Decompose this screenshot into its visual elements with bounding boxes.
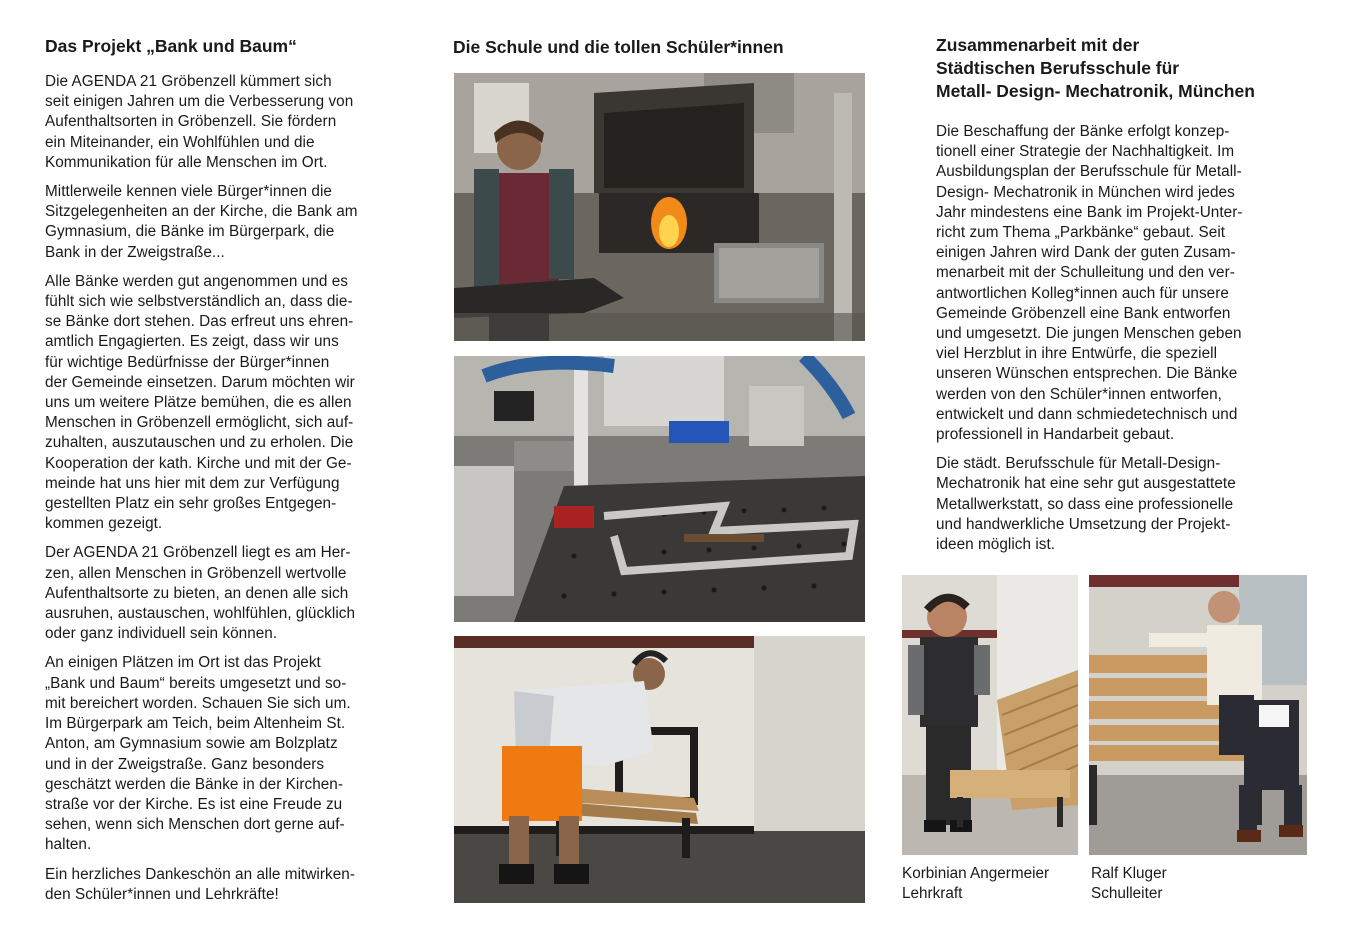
headmaster-bench-photo bbox=[1089, 575, 1307, 855]
text-line: Alle Bänke werden gut angenommen und es bbox=[45, 272, 348, 290]
left-heading: Das Projekt „Bank und Baum“ bbox=[45, 36, 297, 56]
text-line: werden von den Schüler*innen entworfen, bbox=[936, 385, 1222, 403]
text-line: Der AGENDA 21 Gröbenzell liegt es am Her- bbox=[45, 544, 351, 562]
bench-assembly-photo bbox=[454, 636, 865, 903]
left-body bbox=[45, 72, 358, 914]
paragraph bbox=[45, 72, 358, 173]
paragraph bbox=[936, 122, 1243, 445]
right-heading-line: Metall- Design- Mechatronik, München bbox=[936, 81, 1255, 101]
text-line: zen, allen Menschen in Gröbenzell wertvolle bbox=[45, 564, 347, 582]
right-heading bbox=[936, 34, 1316, 103]
paragraph bbox=[45, 272, 358, 535]
text-line: Mittlerweile kennen viele Bürger*innen die bbox=[45, 183, 332, 201]
text-line: zuhalten, auszutauschen und zu erholen. Die bbox=[45, 434, 354, 452]
caption-name: Korbinian Angermeier bbox=[902, 865, 1050, 882]
text-line: An einigen Plätzen im Ort ist das Projekt bbox=[45, 654, 321, 672]
text-line: fühlt sich wie selbstverständlich an, dass die- bbox=[45, 293, 353, 311]
text-line: und handwerkliche Umsetzung der Projekt- bbox=[936, 515, 1231, 533]
text-line: Ausbildungsplan der Berufsschule für Metall- bbox=[936, 163, 1242, 181]
text-line: der Gemeinde einsetzen. Darum möchten wir bbox=[45, 373, 355, 391]
text-line: einigen Jahren wird Dank der guten Zusam- bbox=[936, 244, 1236, 262]
text-line: geschätzt werden die Bänke in der Kirchen- bbox=[45, 775, 344, 793]
right-heading-line: Zusammenarbeit mit der bbox=[936, 35, 1140, 55]
text-line: Die städt. Berufsschule für Metall-Design- bbox=[936, 455, 1221, 473]
text-line: Design- Mechatronik in München wird jedes bbox=[936, 183, 1235, 201]
teacher-portrait-photo bbox=[902, 575, 1078, 855]
text-line: für wichtige Bedürfnisse der Bürger*innen bbox=[45, 353, 330, 371]
text-line: Mechatronik hat eine sehr gut ausgestattete bbox=[936, 475, 1236, 493]
paragraph bbox=[45, 653, 358, 855]
paragraph bbox=[45, 182, 358, 263]
text-line: Kommunikation für alle Menschen im Ort. bbox=[45, 153, 328, 171]
caption-role: Schulleiter bbox=[1091, 884, 1163, 902]
caption-headmaster bbox=[1091, 864, 1167, 903]
text-line: Sitzgelegenheiten an der Kirche, die Bank am bbox=[45, 203, 358, 221]
text-line: sehen, wenn sich Menschen dort gerne auf- bbox=[45, 816, 345, 834]
welding-table-photo bbox=[454, 356, 865, 622]
text-line: Menschen in Gröbenzell ermöglicht, sich auf- bbox=[45, 414, 354, 432]
right-heading-line: Städtischen Berufsschule für bbox=[936, 58, 1180, 78]
text-line: oder ganz individuell sein können. bbox=[45, 625, 278, 643]
text-line: tionell einer Strategie der Nachhaltigkeit. Im bbox=[936, 143, 1235, 161]
text-line: Aufenthaltsorte zu bieten, an denen alle sich bbox=[45, 584, 349, 602]
text-line: Aufenthaltsorten in Gröbenzell. Sie fördern bbox=[45, 113, 337, 131]
text-line: richt zum Thema „Parkbänke“ gebaut. Seit bbox=[936, 224, 1226, 242]
caption-teacher bbox=[902, 864, 1049, 903]
right-body bbox=[936, 122, 1243, 564]
text-line: uns um weitere Plätze bemühen, die es allen bbox=[45, 394, 352, 412]
text-line: amtlich Engagierten. Es zeigt, dass wir uns bbox=[45, 333, 339, 351]
forge-photo bbox=[454, 73, 865, 341]
text-line: Bank in der Zweigstraße... bbox=[45, 243, 225, 261]
text-line: gestellten Platz ein sehr großes Entgegen- bbox=[45, 495, 337, 513]
text-line: antwortlichen Kolleg*innen auch für unsere bbox=[936, 284, 1229, 302]
text-line: Gymnasium, die Bänke im Bürgerpark, die bbox=[45, 223, 335, 241]
text-line: Jahr mindestens eine Bank im Projekt-Unter- bbox=[936, 203, 1243, 221]
text-line: und in der Zweigstraße. Ganz besonders bbox=[45, 755, 325, 773]
text-line: viel Herzblut in ihre Entwürfe, die speziell bbox=[936, 345, 1218, 363]
text-line: Im Bürgerpark am Teich, beim Altenheim St. bbox=[45, 715, 346, 733]
text-line: Die AGENDA 21 Gröbenzell kümmert sich bbox=[45, 73, 332, 90]
text-line: den Schüler*innen und Lehrkräfte! bbox=[45, 885, 279, 903]
text-line: entwickelt und dann schmiedetechnisch und bbox=[936, 405, 1238, 423]
text-line: Die Beschaffung der Bänke erfolgt konzep- bbox=[936, 123, 1230, 140]
text-line: seit einigen Jahren um die Verbesserung von bbox=[45, 93, 354, 111]
text-line: Gemeinde Gröbenzell eine Bank entworfen bbox=[936, 304, 1231, 322]
paragraph bbox=[45, 865, 358, 905]
text-line: ein Miteinander, ein Wohlfühlen und die bbox=[45, 133, 315, 151]
text-line: halten. bbox=[45, 836, 92, 854]
text-line: straße vor der Kirche. Es ist eine Freude zu bbox=[45, 795, 343, 813]
text-line: Metallwerkstatt, so dass eine professionelle bbox=[936, 495, 1234, 513]
text-line: Anton, am Gymnasium sowie am Bolzplatz bbox=[45, 735, 338, 753]
paragraph bbox=[45, 543, 358, 644]
text-line: ausruhen, austauschen, wohlfühlen, glücklich bbox=[45, 605, 356, 623]
text-line: Ein herzliches Dankeschön an alle mitwirken- bbox=[45, 865, 355, 883]
text-line: Kooperation der kath. Kirche und mit der Ge- bbox=[45, 454, 352, 472]
middle-heading: Die Schule und die tollen Schüler*innen bbox=[453, 37, 784, 57]
text-line: „Bank und Baum“ bereits umgesetzt und so- bbox=[45, 674, 347, 692]
text-line: se Bänke dort stehen. Das erfreut uns ehren- bbox=[45, 313, 354, 331]
text-line: professionell in Handarbeit gebaut. bbox=[936, 426, 1175, 444]
caption-name: Ralf Kluger bbox=[1091, 865, 1167, 882]
text-line: mit bereichert worden. Schauen Sie sich um. bbox=[45, 694, 351, 712]
text-line: unseren Wünschen entsprechen. Die Bänke bbox=[936, 365, 1238, 383]
paragraph bbox=[936, 454, 1243, 555]
text-line: menarbeit mit der Schulleitung und den ver- bbox=[936, 264, 1235, 282]
text-line: meinde hat uns hier mit dem zur Verfügung bbox=[45, 474, 340, 492]
text-line: und umgesetzt. Die jungen Menschen geben bbox=[936, 325, 1242, 343]
text-line: ideen möglich ist. bbox=[936, 536, 1056, 554]
caption-role: Lehrkraft bbox=[902, 884, 963, 902]
text-line: kommen gezeigt. bbox=[45, 515, 163, 533]
